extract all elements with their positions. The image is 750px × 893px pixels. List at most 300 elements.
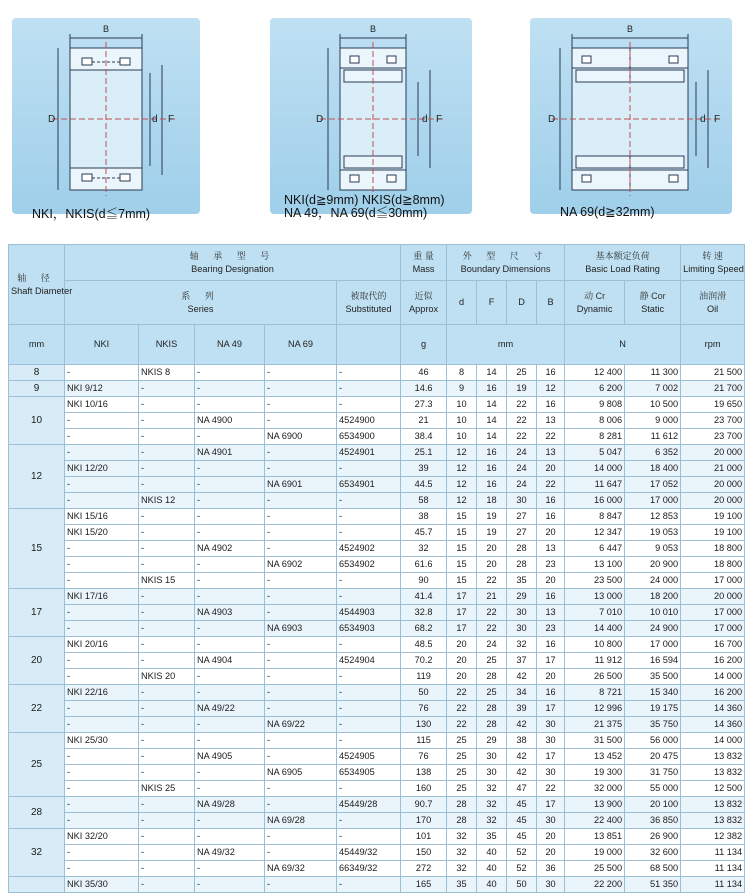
table-cell: -: [265, 573, 337, 589]
table-cell: -: [195, 589, 265, 605]
table-cell: 68 500: [625, 861, 681, 877]
table-row: [9, 653, 745, 669]
table-cell: 12: [537, 381, 565, 397]
table-cell: 6 352: [625, 445, 681, 461]
table-cell: -: [337, 829, 401, 845]
table-cell: 14: [477, 429, 507, 445]
table-row: [9, 861, 745, 877]
table-cell: -: [337, 589, 401, 605]
table-cell: -: [195, 877, 265, 893]
shaft-diameter-cell: 9: [9, 381, 65, 397]
table-cell: 28: [447, 797, 477, 813]
table-cell: 11 134: [681, 845, 745, 861]
table-cell: 56 000: [625, 733, 681, 749]
table-cell: -: [139, 525, 195, 541]
table-cell: 16: [537, 493, 565, 509]
table-cell: 35 750: [625, 717, 681, 733]
table-cell: -: [139, 461, 195, 477]
table-cell: 37: [507, 653, 537, 669]
table-cell: -: [265, 397, 337, 413]
table-cell: -: [195, 461, 265, 477]
table-cell: 18 400: [625, 461, 681, 477]
table-cell: 22: [537, 477, 565, 493]
table-row: [9, 669, 745, 685]
table-cell: 10: [447, 397, 477, 413]
table-cell: 34: [507, 685, 537, 701]
table-cell: 50: [401, 685, 447, 701]
table-row: [9, 781, 745, 797]
table-cell: 22 400: [565, 813, 625, 829]
table-cell: 20 900: [625, 557, 681, 573]
table-cell: 6534901: [337, 477, 401, 493]
table-cell: 45: [507, 813, 537, 829]
table-cell: NA 6905: [265, 765, 337, 781]
table-cell: 20 000: [681, 493, 745, 509]
table-cell: 23 500: [565, 573, 625, 589]
table-cell: -: [139, 541, 195, 557]
label-B: B: [102, 24, 110, 34]
table-cell: -: [139, 557, 195, 573]
table-cell: 10: [447, 429, 477, 445]
table-cell: 23 700: [681, 429, 745, 445]
table-header: [9, 245, 745, 365]
table-cell: -: [195, 365, 265, 381]
table-cell: 16 000: [565, 493, 625, 509]
table-cell: NKI 17/16: [65, 589, 139, 605]
table-cell: 28: [507, 557, 537, 573]
table-cell: -: [337, 637, 401, 653]
table-cell: -: [139, 429, 195, 445]
table-cell: 25: [447, 733, 477, 749]
table-cell: 13: [537, 413, 565, 429]
table-cell: -: [195, 381, 265, 397]
table-cell: -: [337, 877, 401, 893]
table-cell: 16 200: [681, 653, 745, 669]
table-cell: 15: [447, 557, 477, 573]
table-cell: 17 000: [681, 605, 745, 621]
unit-dims-mm: mm: [447, 325, 565, 365]
table-cell: 45449/28: [337, 797, 401, 813]
table-cell: 16: [537, 685, 565, 701]
table-cell: 35: [477, 829, 507, 845]
table-cell: NKI 25/30: [65, 733, 139, 749]
table-cell: -: [139, 797, 195, 813]
table-cell: -: [195, 429, 265, 445]
table-cell: -: [195, 621, 265, 637]
table-cell: NKI 15/16: [65, 509, 139, 525]
table-cell: 170: [401, 813, 447, 829]
table-cell: 11 134: [681, 877, 745, 893]
table-cell: NKI 35/30: [65, 877, 139, 893]
table-cell: -: [139, 845, 195, 861]
table-cell: 22: [507, 413, 537, 429]
table-cell: 24 000: [625, 573, 681, 589]
table-cell: -: [265, 733, 337, 749]
table-cell: 8 281: [565, 429, 625, 445]
shaft-diameter-cell: [9, 877, 65, 893]
table-row: [9, 701, 745, 717]
table-cell: 76: [401, 749, 447, 765]
unit-rpm: rpm: [681, 325, 745, 365]
table-cell: -: [65, 477, 139, 493]
table-cell: 16: [537, 509, 565, 525]
table-cell: 22: [447, 685, 477, 701]
table-cell: 24: [507, 461, 537, 477]
unit-g: g: [401, 325, 447, 365]
table-cell: -: [265, 509, 337, 525]
table-cell: -: [139, 381, 195, 397]
table-cell: 13 452: [565, 749, 625, 765]
table-cell: -: [65, 781, 139, 797]
caption-na49-line1: NKI(d≧9mm) NKIS(d≧8mm): [284, 193, 445, 207]
table-cell: -: [65, 445, 139, 461]
table-cell: NA 4900: [195, 413, 265, 429]
table-cell: NA 6903: [265, 621, 337, 637]
table-cell: -: [65, 493, 139, 509]
table-cell: 30: [537, 733, 565, 749]
table-cell: -: [195, 765, 265, 781]
table-cell: 25: [447, 749, 477, 765]
label-D: D: [48, 114, 56, 125]
table-cell: NA 49/32: [195, 845, 265, 861]
table-cell: 25: [447, 765, 477, 781]
table-cell: -: [195, 509, 265, 525]
label-B: B: [369, 24, 377, 34]
table-cell: -: [139, 589, 195, 605]
table-cell: 19 000: [565, 845, 625, 861]
table-cell: -: [195, 557, 265, 573]
table-cell: -: [265, 365, 337, 381]
label-B: B: [626, 24, 634, 34]
table-cell: 11 612: [625, 429, 681, 445]
table-cell: -: [265, 525, 337, 541]
table-cell: -: [195, 733, 265, 749]
shaft-diameter-cell: 32: [9, 829, 65, 877]
table-cell: -: [65, 797, 139, 813]
table-cell: 20 475: [625, 749, 681, 765]
table-cell: 55 000: [625, 781, 681, 797]
unit-N: N: [565, 325, 681, 365]
table-cell: -: [139, 653, 195, 669]
table-cell: 12: [447, 461, 477, 477]
table-cell: 19 100: [681, 509, 745, 525]
header-bearing-designation: 轴 承 型 号 Bearing Designation: [65, 245, 401, 281]
table-cell: -: [337, 573, 401, 589]
table-cell: -: [139, 765, 195, 781]
table-cell: 45.7: [401, 525, 447, 541]
table-cell: 35: [507, 573, 537, 589]
table-row: [9, 877, 745, 893]
table-cell: 18 200: [625, 589, 681, 605]
table-row: [9, 509, 745, 525]
table-cell: 13: [537, 605, 565, 621]
table-cell: 7 010: [565, 605, 625, 621]
table-row: [9, 589, 745, 605]
table-cell: 11 912: [565, 653, 625, 669]
table-cell: 165: [401, 877, 447, 893]
label-d: d: [422, 114, 428, 125]
table-cell: 27.3: [401, 397, 447, 413]
table-cell: 16: [537, 365, 565, 381]
table-cell: 14 400: [565, 621, 625, 637]
table-cell: 30: [537, 717, 565, 733]
table-cell: -: [65, 621, 139, 637]
table-cell: 90: [401, 573, 447, 589]
caption-na69: NA 69(d≧32mm): [560, 205, 655, 219]
table-body: [9, 365, 745, 893]
table-cell: -: [65, 749, 139, 765]
shaft-diameter-cell: 17: [9, 589, 65, 637]
caption-nki: NKI，NKIS(d≦7mm): [32, 207, 151, 221]
table-cell: NKI 9/12: [65, 381, 139, 397]
table-cell: 42: [507, 765, 537, 781]
table-cell: 6534900: [337, 429, 401, 445]
table-cell: 15: [447, 525, 477, 541]
table-cell: -: [337, 813, 401, 829]
table-cell: -: [195, 781, 265, 797]
shaft-diameter-cell: 10: [9, 397, 65, 445]
table-cell: 9 000: [625, 413, 681, 429]
table-cell: 20: [537, 525, 565, 541]
table-cell: -: [139, 397, 195, 413]
table-row: [9, 685, 745, 701]
table-cell: 38: [401, 509, 447, 525]
table-cell: 16: [537, 397, 565, 413]
table-cell: -: [265, 877, 337, 893]
table-cell: 32.8: [401, 605, 447, 621]
table-cell: -: [139, 829, 195, 845]
table-cell: -: [195, 829, 265, 845]
table-cell: NA 4905: [195, 749, 265, 765]
table-cell: 4524900: [337, 413, 401, 429]
table-cell: 14.6: [401, 381, 447, 397]
table-cell: 14: [477, 397, 507, 413]
table-cell: 17: [447, 621, 477, 637]
table-cell: 45449/32: [337, 845, 401, 861]
table-row: [9, 397, 745, 413]
table-cell: 6534903: [337, 621, 401, 637]
table-cell: -: [337, 733, 401, 749]
table-cell: -: [65, 845, 139, 861]
table-cell: 16: [477, 381, 507, 397]
table-cell: -: [139, 509, 195, 525]
table-cell: 31 500: [565, 733, 625, 749]
table-cell: -: [337, 685, 401, 701]
table-cell: 20 000: [681, 445, 745, 461]
table-cell: -: [139, 701, 195, 717]
table-cell: NA 69/28: [265, 813, 337, 829]
header-col-D: D: [507, 281, 537, 325]
table-row: [9, 829, 745, 845]
table-cell: 36: [537, 861, 565, 877]
table-cell: 21 000: [681, 461, 745, 477]
table-cell: 22 200: [565, 877, 625, 893]
table-cell: NA 69/22: [265, 717, 337, 733]
table-cell: 13 832: [681, 749, 745, 765]
table-row: [9, 429, 745, 445]
table-cell: 10 010: [625, 605, 681, 621]
table-cell: 4544903: [337, 605, 401, 621]
table-cell: 12 500: [681, 781, 745, 797]
table-cell: 26 900: [625, 829, 681, 845]
table-cell: 66349/32: [337, 861, 401, 877]
table-cell: 24: [507, 445, 537, 461]
table-cell: -: [337, 493, 401, 509]
table-cell: -: [337, 525, 401, 541]
table-cell: NA 49/22: [195, 701, 265, 717]
table-cell: -: [265, 541, 337, 557]
table-cell: 9: [447, 381, 477, 397]
table-cell: 6 447: [565, 541, 625, 557]
table-cell: 4524904: [337, 653, 401, 669]
table-cell: -: [265, 493, 337, 509]
table-cell: 50: [507, 877, 537, 893]
table-cell: 4524902: [337, 541, 401, 557]
table-cell: 12 853: [625, 509, 681, 525]
table-cell: 20: [537, 573, 565, 589]
table-cell: 20 000: [681, 477, 745, 493]
table-cell: 19: [507, 381, 537, 397]
diagram-panel-na49: [270, 18, 472, 220]
table-cell: 10 800: [565, 637, 625, 653]
table-cell: 42: [507, 749, 537, 765]
table-cell: 22: [447, 701, 477, 717]
table-cell: 16: [477, 445, 507, 461]
table-cell: 13: [537, 541, 565, 557]
table-cell: -: [65, 669, 139, 685]
table-cell: 17: [447, 605, 477, 621]
table-cell: -: [139, 861, 195, 877]
table-cell: -: [65, 573, 139, 589]
table-cell: -: [265, 797, 337, 813]
table-cell: -: [195, 573, 265, 589]
header-limiting-speed: 转 速 Limiting Speed: [681, 245, 745, 281]
label-D: D: [548, 114, 556, 125]
header-oil: 油润滑 Oil: [681, 281, 745, 325]
table-row: [9, 605, 745, 621]
table-cell: -: [65, 653, 139, 669]
table-cell: 32: [507, 637, 537, 653]
shaft-diameter-cell: 28: [9, 797, 65, 829]
table-cell: 19 300: [565, 765, 625, 781]
table-cell: 17: [447, 589, 477, 605]
table-cell: 52: [507, 845, 537, 861]
table-cell: 15: [447, 509, 477, 525]
shaft-diameter-cell: 8: [9, 365, 65, 381]
table-cell: 46: [401, 365, 447, 381]
table-cell: -: [65, 365, 139, 381]
table-cell: -: [65, 765, 139, 781]
table-row: [9, 477, 745, 493]
table-cell: NKIS 20: [139, 669, 195, 685]
table-cell: 32: [447, 829, 477, 845]
table-cell: 101: [401, 829, 447, 845]
table-cell: 11 300: [625, 365, 681, 381]
table-cell: -: [337, 381, 401, 397]
table-cell: 6534905: [337, 765, 401, 781]
table-cell: 30: [537, 813, 565, 829]
table-cell: 6534902: [337, 557, 401, 573]
table-cell: -: [65, 557, 139, 573]
table-cell: 20 100: [625, 797, 681, 813]
table-cell: 25 500: [565, 861, 625, 877]
unit-nkis: NKIS: [139, 325, 195, 365]
table-cell: 32: [477, 813, 507, 829]
label-d: d: [152, 114, 158, 125]
table-cell: 13: [537, 445, 565, 461]
header-load-rating: 基本额定负荷 Basic Load Rating: [565, 245, 681, 281]
table-cell: 19 100: [681, 525, 745, 541]
table-cell: -: [265, 589, 337, 605]
bearing-drawing-na69: [530, 18, 732, 214]
table-cell: 27: [507, 509, 537, 525]
table-cell: 44.5: [401, 477, 447, 493]
table-cell: 21: [477, 589, 507, 605]
table-cell: -: [139, 621, 195, 637]
table-cell: 51 350: [625, 877, 681, 893]
table-cell: 12: [447, 493, 477, 509]
unit-na69: NA 69: [265, 325, 337, 365]
table-cell: -: [195, 813, 265, 829]
table-cell: 130: [401, 717, 447, 733]
shaft-diameter-cell: 15: [9, 509, 65, 589]
shaft-diameter-cell: 12: [9, 445, 65, 509]
table-cell: -: [265, 461, 337, 477]
table-cell: 9 808: [565, 397, 625, 413]
table-cell: 32: [477, 797, 507, 813]
table-cell: 22: [477, 573, 507, 589]
table-cell: NA 6900: [265, 429, 337, 445]
table-cell: 8: [447, 365, 477, 381]
table-cell: 30: [477, 749, 507, 765]
table-cell: 21 500: [681, 365, 745, 381]
table-cell: 12: [447, 445, 477, 461]
table-cell: NKI 10/16: [65, 397, 139, 413]
table-cell: 10 500: [625, 397, 681, 413]
table-cell: NA 4902: [195, 541, 265, 557]
table-cell: -: [195, 669, 265, 685]
table-cell: 32: [447, 845, 477, 861]
table-cell: -: [195, 493, 265, 509]
table-cell: 15: [447, 541, 477, 557]
table-cell: 12: [447, 477, 477, 493]
table-cell: 27: [507, 525, 537, 541]
table-cell: -: [265, 749, 337, 765]
table-cell: -: [337, 365, 401, 381]
table-cell: 25.1: [401, 445, 447, 461]
table-cell: 30: [477, 765, 507, 781]
table-cell: 20 000: [681, 589, 745, 605]
table-cell: 22: [537, 781, 565, 797]
table-cell: NKIS 12: [139, 493, 195, 509]
table-cell: NA 4901: [195, 445, 265, 461]
table-cell: 32 600: [625, 845, 681, 861]
table-cell: 21 700: [681, 381, 745, 397]
table-cell: -: [265, 701, 337, 717]
table-cell: -: [265, 445, 337, 461]
table-cell: 9 053: [625, 541, 681, 557]
table-row: [9, 621, 745, 637]
header-series: 系 列 Series: [65, 281, 337, 325]
table-cell: 20: [477, 557, 507, 573]
header-mass: 重 量 Mass: [401, 245, 447, 281]
table-cell: -: [265, 685, 337, 701]
table-cell: -: [139, 637, 195, 653]
table-cell: 38: [507, 733, 537, 749]
diagram-panel-nki: [12, 18, 200, 221]
table-cell: 16: [537, 637, 565, 653]
table-cell: 14: [477, 365, 507, 381]
